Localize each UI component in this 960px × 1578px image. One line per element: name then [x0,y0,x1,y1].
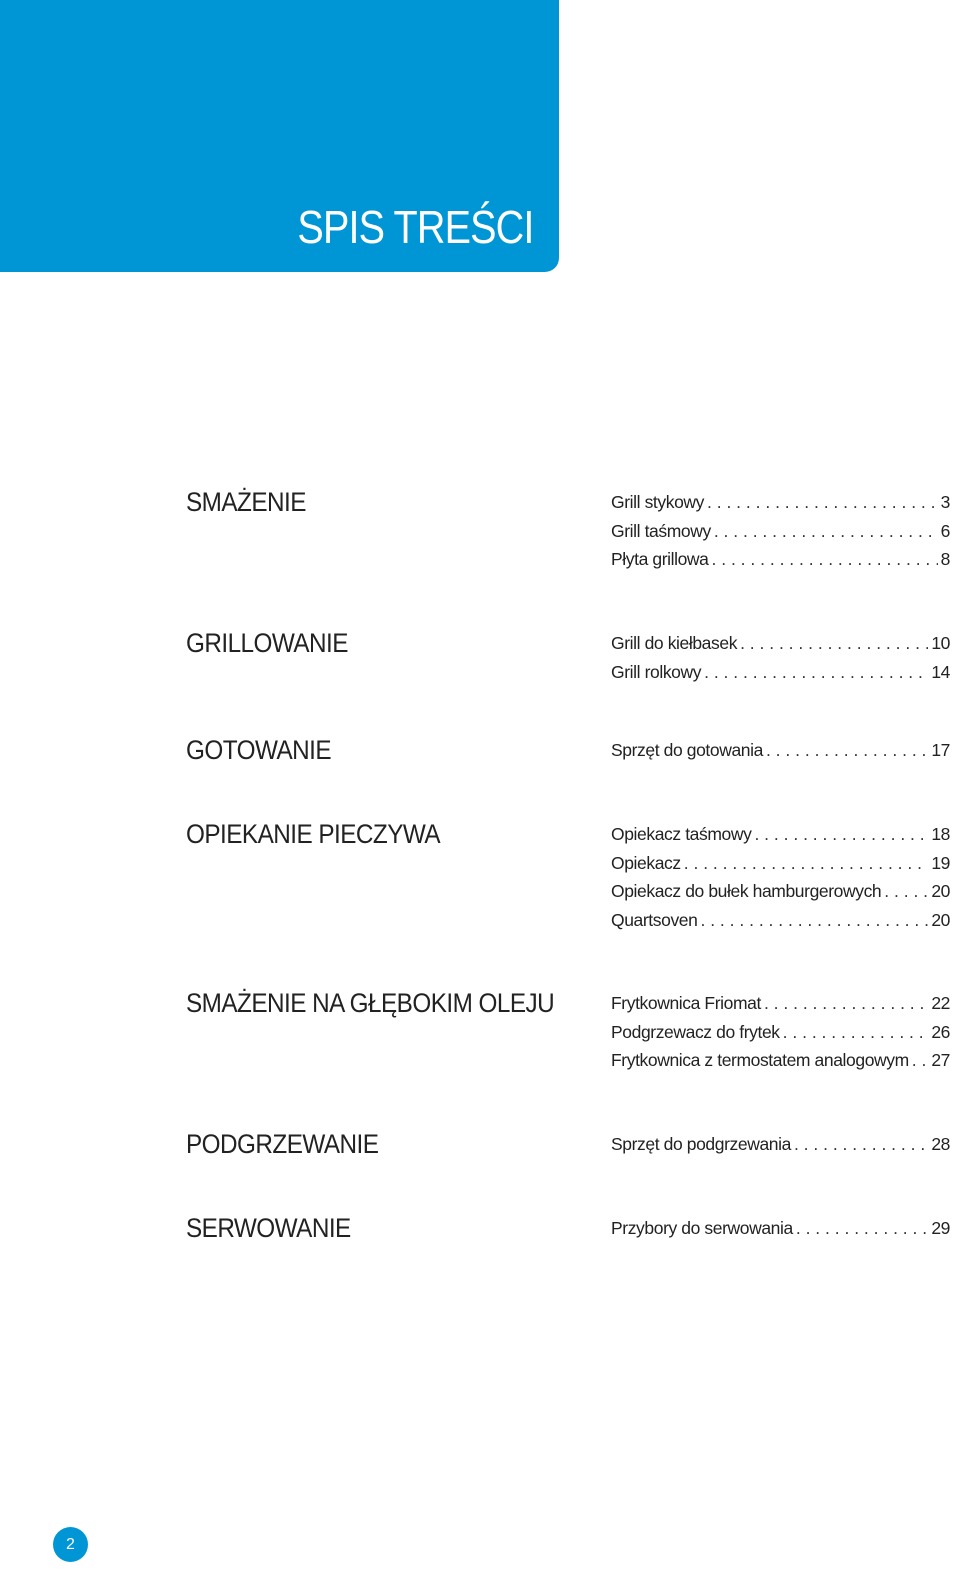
toc-list [611,1218,950,1247]
dot-leader [764,993,928,1014]
toc-entry[interactable] [611,853,950,882]
toc-entry-label: Quartsoven [611,909,698,930]
section-heading: GRILLOWANIE [186,628,348,658]
toc-entry-label: Frytkownica z termostatem analogowym [611,1050,909,1071]
toc-entry-label: Płyta grillowa [611,549,709,570]
dot-leader [884,881,928,902]
toc-entry-label: Opiekacz [611,852,681,873]
toc-entry-page: 18 [931,824,950,844]
toc-list [611,492,950,578]
toc-entry[interactable] [611,910,950,939]
toc-entry[interactable] [611,1134,950,1163]
toc-entry[interactable] [611,824,950,853]
toc-list [611,633,950,690]
dot-leader [754,824,928,845]
header-banner [0,0,559,272]
toc-entry-page: 20 [931,909,950,930]
toc-entry-label: Podgrzewacz do frytek [611,1021,780,1042]
toc-entry[interactable] [611,549,950,578]
toc-list [611,824,950,938]
dot-leader [783,1022,929,1043]
toc-entry[interactable] [611,740,950,769]
toc-entry-page: 19 [931,852,950,873]
toc-entry-label: Opiekacz do bułek hamburgerowych [611,881,882,902]
toc-entry[interactable] [611,492,950,521]
dot-leader [700,910,928,931]
toc-entry-page: 28 [931,1134,950,1154]
toc-list [611,993,950,1079]
section-heading: SMAŻENIE NA GŁĘBOKIM OLEJU [186,988,555,1018]
toc-entry-label: Grill taśmowy [611,520,711,541]
toc-entry[interactable] [611,633,950,662]
toc-entry-page: 14 [931,661,950,682]
toc-entry-page: 29 [931,1218,950,1238]
dot-leader [794,1134,928,1155]
section-heading: SMAŻENIE [186,487,306,517]
toc-entry[interactable] [611,521,950,550]
toc-list [611,1134,950,1163]
page-number-badge: 2 [53,1527,88,1562]
toc-entry-page: 6 [940,520,950,541]
toc-entry-page: 8 [940,549,950,570]
toc-entry-page: 20 [931,881,950,902]
toc-entry-label: Sprzęt do gotowania [611,740,763,760]
toc-entry-page: 26 [931,1021,950,1042]
toc-entry[interactable] [611,1218,950,1247]
section-heading: OPIEKANIE PIECZYWA [186,819,441,849]
toc-entry-page: 17 [931,740,950,760]
dot-leader [684,853,929,874]
dot-leader [712,549,938,570]
toc-entry-page: 22 [931,993,950,1013]
section-heading: GOTOWANIE [186,735,331,765]
dot-leader [912,1050,929,1071]
toc-entry[interactable] [611,881,950,910]
toc-entry[interactable] [611,662,950,691]
toc-entry-page: 27 [931,1050,950,1071]
dot-leader [704,662,928,683]
dot-leader [714,521,938,542]
dot-leader [796,1218,928,1239]
page-title: SPIS TREŚCI [296,201,533,253]
dot-leader [740,633,928,654]
toc-entry-label: Opiekacz taśmowy [611,824,752,844]
toc-entry[interactable] [611,993,950,1022]
toc-entry-page: 10 [931,633,950,653]
toc-entry-label: Frytkownica Friomat [611,993,761,1013]
toc-entry-label: Grill rolkowy [611,661,702,682]
toc-entry-page: 3 [940,492,950,512]
section-heading: PODGRZEWANIE [186,1129,379,1159]
toc-entry-label: Przybory do serwowania [611,1218,793,1238]
section-heading: SERWOWANIE [186,1213,351,1243]
toc-list [611,740,950,769]
toc-entry-label: Grill do kiełbasek [611,633,738,653]
dot-leader [766,740,928,761]
dot-leader [707,492,938,513]
toc-entry-label: Grill stykowy [611,492,704,512]
toc-entry[interactable] [611,1022,950,1051]
toc-entry-label: Sprzęt do podgrzewania [611,1134,791,1154]
toc-entry[interactable] [611,1050,950,1079]
